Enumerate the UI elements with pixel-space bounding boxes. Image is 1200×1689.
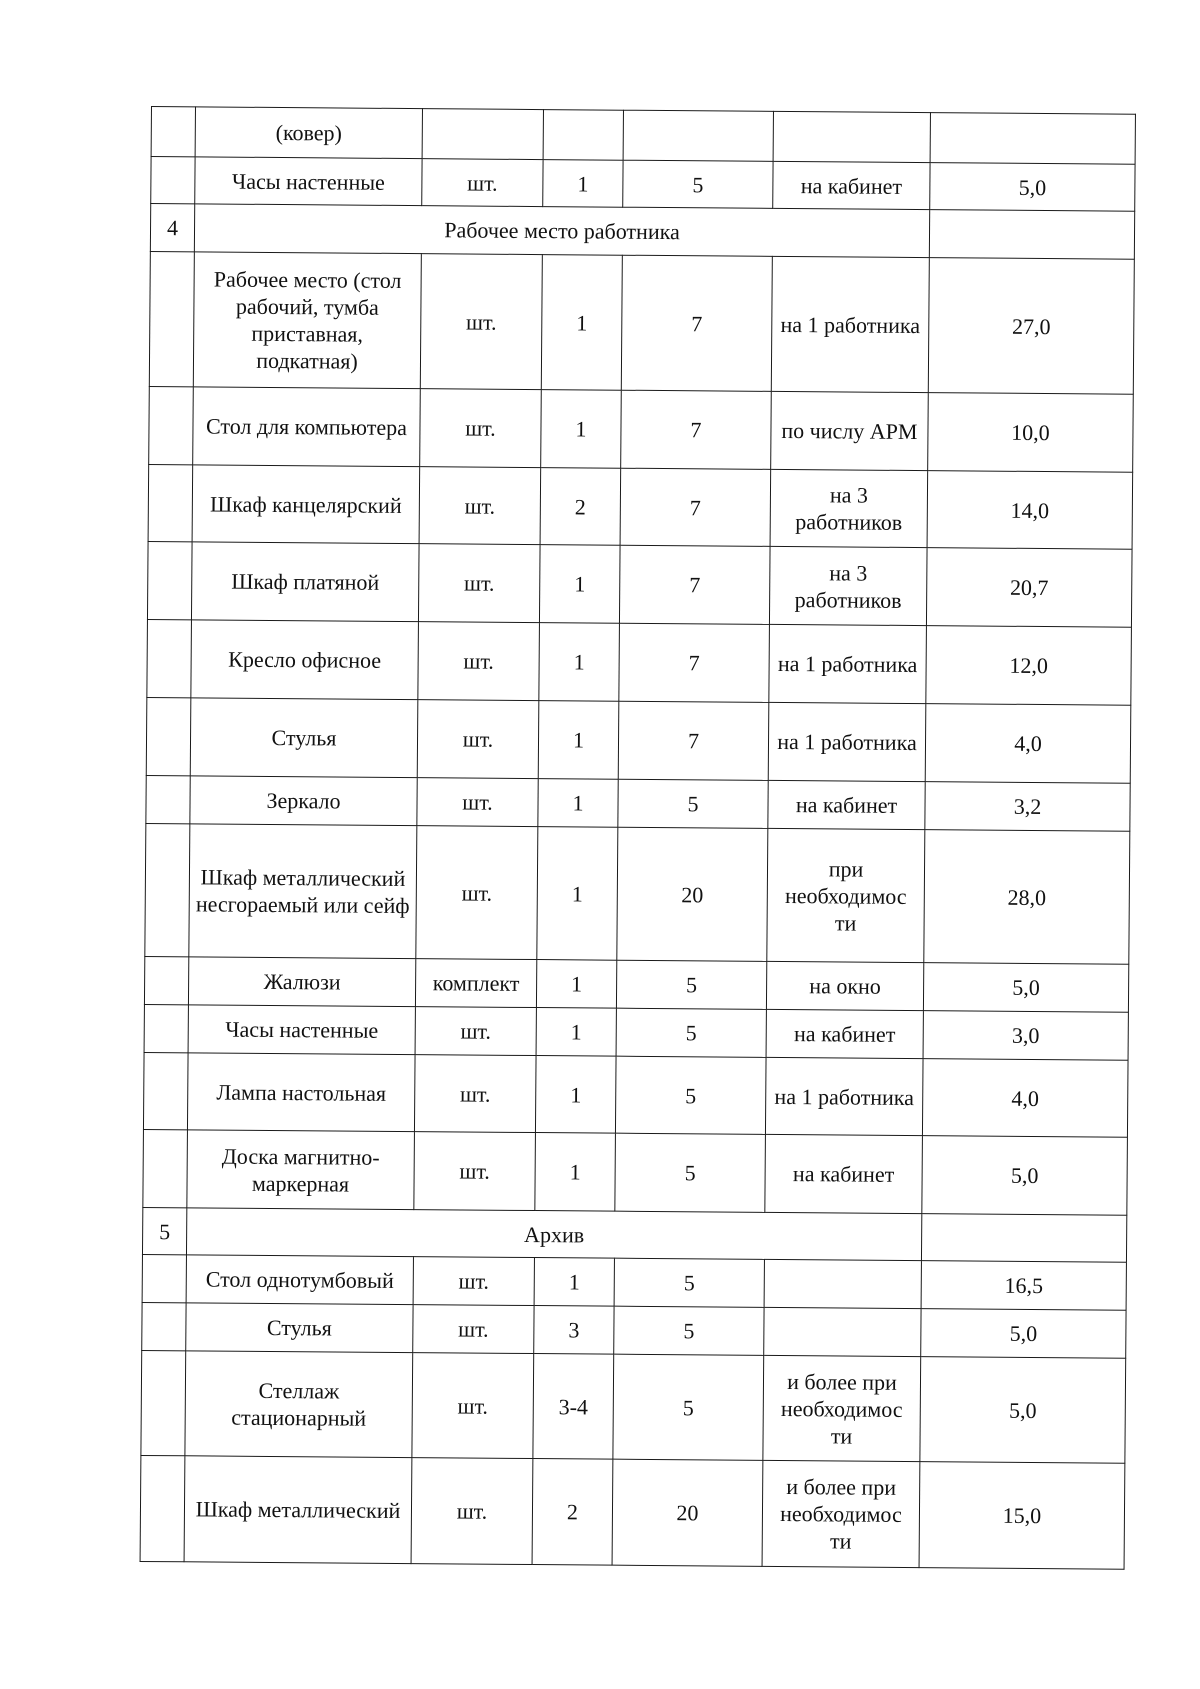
row-number-cell <box>147 541 192 619</box>
unit-cell: шт. <box>420 254 542 390</box>
item-name-cell: Шкаф металлический <box>184 1456 412 1564</box>
row-number-cell <box>151 157 195 204</box>
quantity-cell: 1 <box>536 960 616 1009</box>
item-name-cell: Доска магнитно-маркерная <box>187 1130 415 1210</box>
price-cell: 16,5 <box>921 1261 1126 1311</box>
quantity-cell: 3 <box>534 1306 614 1355</box>
price-cell <box>930 113 1135 165</box>
norm-basis-cell: на 3 работников <box>769 546 927 625</box>
section-price-cell <box>921 1214 1126 1263</box>
item-name-cell: Кресло офисное <box>191 620 419 700</box>
service-life-cell: 5 <box>615 1133 766 1212</box>
price-cell: 5,0 <box>921 1309 1126 1359</box>
item-name-cell: Зеркало <box>190 776 417 826</box>
item-name-cell: Рабочее место (стол рабочий, тумба приставная, подкатная) <box>193 252 421 389</box>
item-name-cell: Стол однотумбовый <box>186 1255 413 1305</box>
norm-basis-cell: на кабинет <box>773 161 930 209</box>
section-number: 4 <box>150 204 194 252</box>
price-cell: 3,2 <box>925 782 1130 832</box>
quantity-cell: 1 <box>541 255 622 391</box>
quantity-cell: 1 <box>538 779 618 828</box>
norm-basis-cell: на кабинет <box>766 1009 923 1058</box>
quantity-cell: 1 <box>536 1008 616 1057</box>
item-name-cell: Часы настенные <box>195 157 422 206</box>
unit-cell: шт. <box>413 1257 534 1306</box>
section-row <box>142 1207 1126 1262</box>
quantity-cell: 1 <box>538 701 619 780</box>
service-life-cell: 5 <box>613 1354 764 1460</box>
service-life-cell: 20 <box>617 827 768 961</box>
quantity-cell: 3-4 <box>533 1354 614 1460</box>
quantity-cell: 1 <box>539 545 620 624</box>
service-life-cell <box>623 110 773 161</box>
price-cell: 20,7 <box>926 548 1132 628</box>
table-row <box>144 956 1128 1012</box>
section-row <box>150 204 1134 260</box>
price-cell: 5,0 <box>922 1136 1128 1216</box>
price-cell: 12,0 <box>926 626 1132 706</box>
norm-basis-cell: на 1 работника <box>771 256 929 392</box>
service-life-cell: 7 <box>619 623 770 702</box>
row-number-cell <box>149 251 194 386</box>
table-row <box>147 541 1132 627</box>
quantity-cell: 1 <box>535 1056 616 1134</box>
service-life-cell: 7 <box>621 390 772 469</box>
norm-basis-cell <box>773 111 930 162</box>
item-name-cell: Лампа настольная <box>187 1053 415 1132</box>
unit-cell: шт. <box>416 826 538 960</box>
unit-cell: шт. <box>414 1055 536 1133</box>
price-cell: 4,0 <box>922 1059 1128 1138</box>
service-life-cell: 7 <box>620 468 771 546</box>
item-name-cell: Стулья <box>186 1303 413 1353</box>
unit-cell: шт. <box>419 467 541 545</box>
norm-basis-cell: на окно <box>766 961 923 1010</box>
quantity-cell: 1 <box>539 623 620 702</box>
table-row <box>144 1004 1128 1060</box>
item-name-cell: Часы настенные <box>188 1005 415 1055</box>
table-body <box>140 107 1135 1570</box>
unit-cell: шт. <box>412 1353 534 1459</box>
price-cell: 14,0 <box>927 471 1133 550</box>
unit-cell: шт. <box>411 1458 533 1565</box>
norm-basis-cell: на кабинет <box>765 1134 923 1213</box>
service-life-cell: 20 <box>612 1459 763 1566</box>
price-cell: 5,0 <box>920 1357 1126 1464</box>
row-number-cell <box>146 775 190 823</box>
quantity-cell: 2 <box>540 468 621 546</box>
item-name-cell: (ковер) <box>195 107 422 159</box>
table-row <box>143 1129 1128 1215</box>
row-number-cell <box>142 1254 186 1302</box>
price-cell: 28,0 <box>924 830 1130 965</box>
table-row <box>147 619 1132 705</box>
table-row <box>142 1254 1126 1310</box>
furniture-norms-table <box>140 106 1136 1570</box>
norm-basis-cell <box>764 1307 921 1356</box>
table-row <box>145 823 1130 964</box>
table-row <box>142 1302 1126 1358</box>
table-row <box>148 464 1133 549</box>
table-row <box>141 1350 1126 1463</box>
price-cell: 15,0 <box>919 1462 1125 1570</box>
row-number-cell <box>143 1052 188 1129</box>
norm-basis-cell: на 1 работника <box>765 1057 923 1135</box>
table-row <box>149 386 1134 472</box>
unit-cell: шт. <box>415 1007 536 1056</box>
row-number-cell <box>149 386 194 464</box>
norm-basis-cell: на 1 работника <box>768 702 926 781</box>
norm-basis-cell: на 1 работника <box>769 624 927 703</box>
quantity-cell: 1 <box>537 827 618 961</box>
service-life-cell: 5 <box>614 1306 764 1355</box>
item-name-cell: Стулья <box>190 698 418 778</box>
service-life-cell: 7 <box>621 255 772 391</box>
price-cell: 3,0 <box>923 1011 1128 1061</box>
norm-basis-cell: и более при необходимос ти <box>763 1355 921 1461</box>
norm-basis-cell: на кабинет <box>768 780 925 829</box>
unit-cell: шт. <box>418 622 540 701</box>
service-life-cell: 5 <box>618 779 768 828</box>
table-row <box>143 1052 1128 1137</box>
section-title: Архив <box>186 1208 921 1261</box>
unit-cell: шт. <box>422 159 543 207</box>
table-row <box>140 1455 1125 1569</box>
norm-basis-cell: при необходимос ти <box>767 828 925 962</box>
item-name-cell: Шкаф платяной <box>191 542 419 622</box>
row-number-cell <box>140 1455 185 1561</box>
table-row <box>149 251 1134 394</box>
service-life-cell: 5 <box>614 1258 764 1307</box>
item-name-cell: Шкаф канцелярский <box>192 465 420 544</box>
item-name-cell: Стол для компьютера <box>193 387 421 467</box>
quantity-cell: 1 <box>534 1258 614 1307</box>
row-number-cell <box>141 1350 186 1455</box>
unit-cell: комплект <box>415 959 536 1008</box>
item-name-cell: Стеллаж стационарный <box>185 1351 413 1458</box>
price-cell: 5,0 <box>930 163 1135 212</box>
service-life-cell: 5 <box>616 1008 766 1057</box>
service-life-cell: 5 <box>616 960 766 1009</box>
table-row <box>151 107 1135 165</box>
service-life-cell: 5 <box>615 1056 766 1134</box>
norm-basis-cell: и более при необходимос ти <box>762 1460 920 1567</box>
section-number: 5 <box>142 1207 186 1254</box>
table-row <box>151 157 1135 212</box>
price-cell: 10,0 <box>928 393 1134 473</box>
unit-cell: шт. <box>420 389 542 468</box>
row-number-cell <box>148 464 193 541</box>
item-name-cell: Жалюзи <box>188 957 415 1007</box>
norm-basis-cell: на 3 работников <box>770 469 928 547</box>
quantity-cell: 1 <box>535 1133 616 1212</box>
unit-cell: шт. <box>417 778 538 827</box>
norm-basis-cell <box>764 1259 921 1308</box>
table-row <box>146 697 1131 783</box>
unit-cell: шт. <box>414 1132 536 1211</box>
service-life-cell: 7 <box>618 701 769 780</box>
service-life-cell: 5 <box>623 160 773 208</box>
row-number-cell <box>144 1004 188 1052</box>
row-number-cell <box>143 1129 188 1207</box>
quantity-cell: 1 <box>541 390 622 469</box>
service-life-cell: 7 <box>619 545 770 624</box>
table-row <box>146 775 1130 831</box>
row-number-cell <box>146 697 191 775</box>
quantity-cell <box>543 110 623 161</box>
row-number-cell <box>151 107 195 157</box>
unit-cell: шт. <box>413 1305 534 1354</box>
section-price-cell <box>929 210 1134 260</box>
section-title: Рабочее место работника <box>194 204 929 258</box>
price-cell: 5,0 <box>923 963 1128 1013</box>
norm-basis-cell: по числу АРМ <box>771 391 929 470</box>
row-number-cell <box>147 619 192 697</box>
row-number-cell <box>144 956 188 1004</box>
row-number-cell <box>142 1302 186 1350</box>
item-name-cell: Шкаф металлический несгораемый или сейф <box>189 824 417 959</box>
quantity-cell: 2 <box>532 1459 613 1566</box>
price-cell: 4,0 <box>925 704 1131 784</box>
row-number-cell <box>145 823 190 956</box>
quantity-cell: 1 <box>543 160 623 208</box>
price-cell: 27,0 <box>928 258 1134 395</box>
unit-cell: шт. <box>417 700 539 779</box>
unit-cell <box>422 109 543 160</box>
unit-cell: шт. <box>418 544 540 623</box>
